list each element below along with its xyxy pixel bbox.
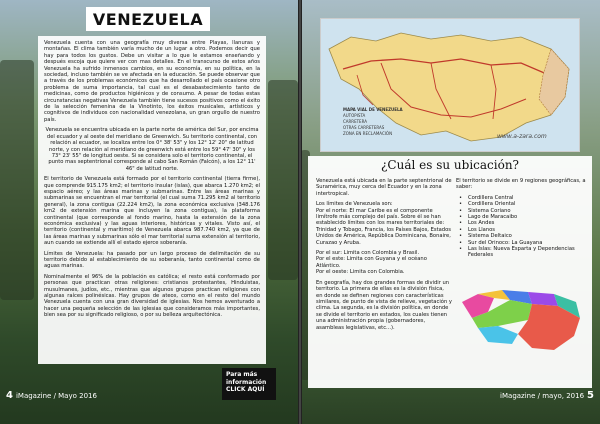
map-legend-item: CARRETERA (343, 119, 367, 124)
region-item: • Sur del Orinoco: La Guayana (456, 240, 586, 246)
region-item: • Cordillera Central (456, 195, 586, 201)
map-watermark: www.a-zara.com (497, 133, 547, 140)
article-text-panel (38, 36, 266, 364)
map-legend-item: OTRAS CARRETERAS (343, 125, 385, 130)
limits-north: Por el norte: El mar Caribe es el componente limítrofe más complejo del país. Sobre él se han establecido límites con los mares territoriales de: Trinidad y Tobago, Francia, los Países Bajos, Estados Unidos de América, República Dominicana, Bonaire, Curazao y Aruba. (316, 207, 451, 246)
page-number-right: 5 (587, 390, 594, 401)
page-title: VENEZUELA (92, 9, 204, 29)
page-footer-left (6, 390, 97, 401)
region-item: • Los Llanos (456, 227, 586, 233)
location-column (316, 178, 452, 335)
map-legend-item: AUTOPISTA (343, 113, 366, 118)
location-paragraph: Venezuela está ubicada en la parte septentrional de Suramérica, muy cerca del Ecuador y en la zona intertropical. (316, 178, 452, 197)
map-legend (343, 107, 403, 137)
cliff-background (268, 80, 298, 280)
region-item: • Sistema Coriano (456, 208, 586, 214)
paragraph-limits: Límites de Venezuela: ha pasado por un largo proceso de delimitación de su territorio debido al establecimiento de su soberanía, tanto continental como de aguas marinas. (44, 250, 260, 270)
limits-heading: Los límites de Venezuela son: (316, 201, 393, 208)
road-map-venezuela (320, 18, 580, 152)
region-item: • Sistema Deltaico (456, 233, 586, 239)
page-title-box (86, 7, 210, 31)
division-paragraph: En geografía, hay dos grandes formas de dividir un territorio. La primera de ellas es la división física, en donde se definen regiones con características similares, de punto de vista de relieve, vegetación y clima. La segunda, es la división política, en donde se divide el territorio en estados, los cuales tienen una administración propia (gobernadores, asambleas legislativas, etc...). (316, 279, 452, 331)
regions-list (456, 195, 586, 259)
footer-text-left: iMagazine / Mayo 2016 (15, 392, 97, 400)
regions-map-graphic (458, 284, 586, 356)
paragraph-religion: Nominalmente el 96% de la población es católica; el resto está conformado por personas que practican otras religiones: cristianos protestantes, Hinduistas, musulmanes, judíos, etc., mientras que algunos grupos practican religiones con algunas raíces polinésicas. Hay grupos de ateos, como en el resto del mundo Venezuela cuenta con una gran diversidad de iglesias. Nos hemos aventurado a hacer una pequeña selección de las iglesias que consideramos más importantes, bien sea por su significado religioso, o por su belleza arquitectónica. (44, 273, 260, 319)
map-legend-item: ZONA EN RECLAMACIÓN (343, 131, 393, 136)
paragraph-territory: El territorio de Venezuela está formado por el territorio continental (tierra firme), que comprende 915.175 km2; el territorio insular (islas), que abarca 1.270 km2; el espacio aéreo; y las áreas marinas y submarinas. Entre las áreas marinas y submarinas se encuentran el mar territorial (el cual suma 71.295 km2 al territorio general), la zona contigua (22.224 km2), la zona económica exclusiva (348.176 km2 de extensión marina que incluyen la zona contigua), la plataforma continental (que corresponde al fondo marino, hasta la extensión de la zona económica exclusiva) y las aguas interiores, históricas y vitales. Visto así, el territorio (continental y marítimo) de Venezuela abarca 987.740 km2, ya que de las áreas marinas y submarinas sólo el mar territorial suma extensión al territorio, aun cuando se extiende allí el estado ejerce soberanía. (44, 176, 260, 247)
spread-spine (298, 0, 302, 424)
right-page (300, 0, 600, 424)
regions-intro: El territorio se divide en 9 regiones geográficas, a saber: (456, 178, 586, 191)
paragraph-location: Venezuela se encuentra ubicada en la parte norte de américa del Sur, por encima del ecuador y al oeste del meridiano de Greenwich. Su territorio continental, con relación al ecuador, se localiza entre los 0° 38' 53" y los 12° 12' 20" de latitud norte, y con relación al meridiano de greenwich está entre los 59° 47' 30" y los 73° 23' 55" de longitud oeste. Si se considera solo el territorio continental, el punto mas septentrional corresponde al cabo San Román (Falcón), a los 12° 11' 46" de latitud norte. (45, 127, 259, 172)
map-legend-title: MAPA VIAL DE VENEZUELA (343, 107, 403, 112)
region-shape (478, 326, 518, 344)
location-info-panel (308, 156, 592, 388)
region-item: • Cordillera Oriental (456, 201, 586, 207)
region-shape (528, 292, 558, 306)
limits-west: Por el oeste: Limita con Colombia. (316, 269, 405, 276)
section-heading: ¿Cuál es su ubicación? (381, 158, 519, 172)
limits-east: Por el este: Limita con Guyana y el océano Atlántico. (316, 256, 427, 269)
cliff-background (0, 60, 34, 300)
region-item: • Las Islas: Nueva Esparta y Dependencias Federales (456, 246, 586, 259)
page-footer-right (500, 390, 594, 401)
page-number-left: 4 (6, 390, 13, 401)
more-info-link[interactable]: Para más información CLICK AQUÍ (222, 368, 276, 400)
paragraph-intro: Venezuela cuenta con una geografía muy diversa entre Playas, llanuras y montañas. El clima también varía mucho de un lugar a otro. Podemos decir que hay para todos los gustos. Debe un visitar a lo que le estamos enseñando y después escoja que quiere ver con mas detalles. En el transcurso de estos años Venezuela ha sufrido inmensos cambios, en su economía, en su política, en la sociedad, incluso también se ve afectada en la educación. Se puede observar que a través de los problemas económicos que ha desarrollado el país ocasione otro problema de suma importancia, tal cual es el desabastecimiento tanto de medicinas, como de productos higiénicos y de consumo. A pesar de todas estas circunstancias negativas Venezuela también tiene sucesos positivos como el éxito de la selección femenina de la Vinotinto, los éxitos musicales, artísticos y cognitivos de individuos con nacionalidad venezolana, un gran orgullo de nuestro país. (44, 40, 260, 123)
limits-south: Por el sur: Limita con Colombia y Brasil. (316, 250, 420, 257)
regions-column (456, 178, 586, 262)
footer-text-right: iMagazine / mayo, 2016 (500, 392, 585, 400)
region-item: • Los Andes (456, 220, 586, 226)
region-item: • Lago de Maracaibo (456, 214, 586, 220)
